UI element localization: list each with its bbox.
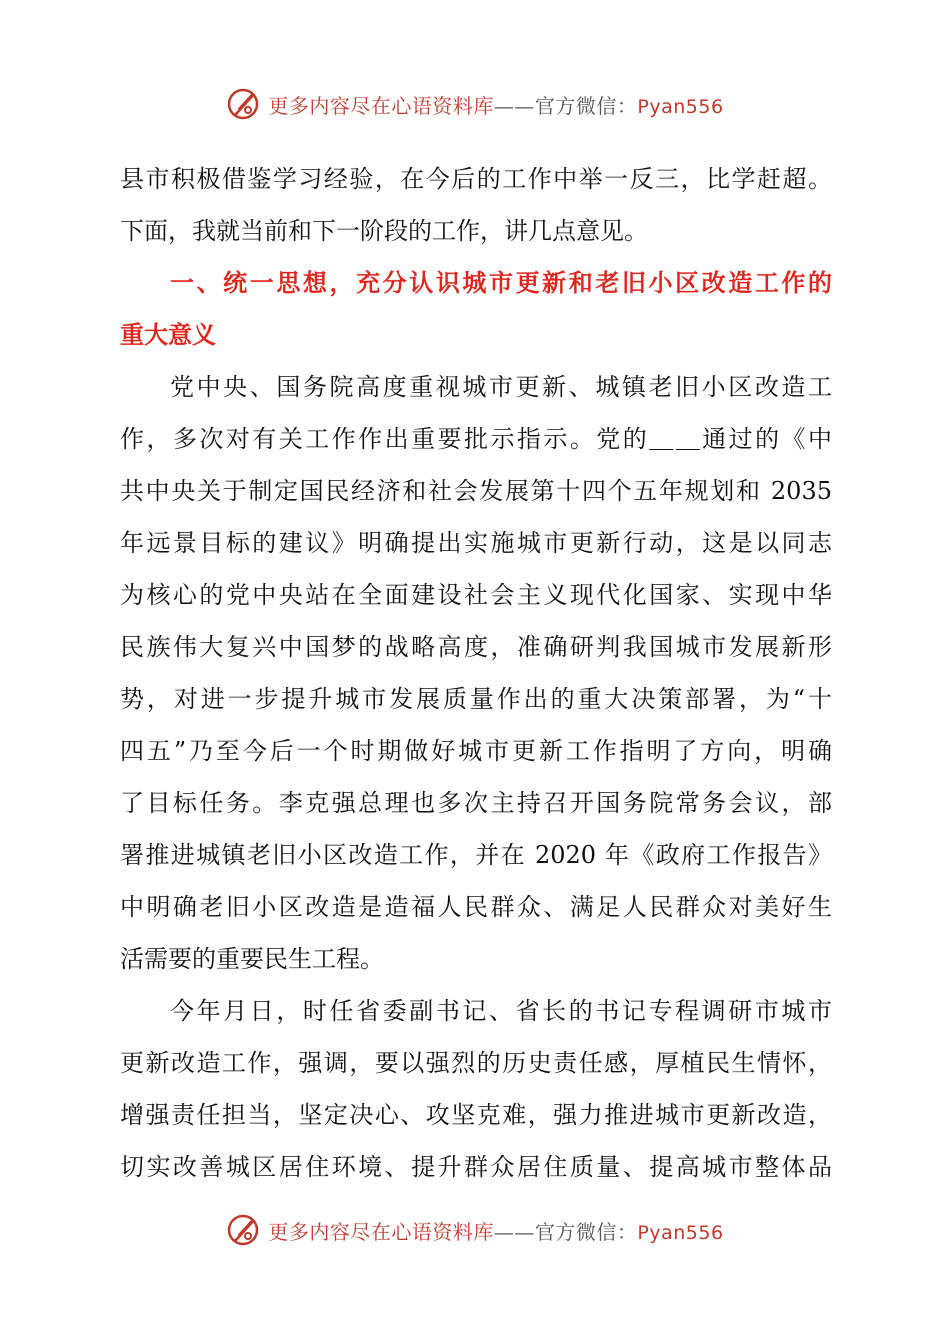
text-line: 民族伟大复兴中国梦的战略高度，准确研判我国城市发展新形 (120, 633, 832, 661)
text-line: 县市积极借鉴学习经验，在今后的工作中举一反三，比学赶超。 (120, 165, 832, 193)
text-line: 四五”乃至今后一个时期做好城市更新工作指明了方向，明确 (120, 737, 832, 765)
watermark-label: 官方微信： (534, 93, 638, 118)
body-paragraph (120, 361, 832, 985)
text-line: 重大意义 (120, 321, 216, 349)
watermark-dash: —— (493, 93, 535, 118)
text-line: 活需要的重要民生工程。 (120, 945, 384, 973)
document-body (120, 153, 832, 1193)
header-watermark (0, 84, 950, 124)
quill-logo-icon (226, 87, 260, 121)
text-line: 今年月日，时任省委副书记、省长的书记专程调研市城市 (170, 997, 832, 1025)
watermark-brand: 更多内容尽在心语资料库 (268, 1219, 494, 1244)
text-line: 更新改造工作，强调，要以强烈的历史责任感，厚植民生情怀， (120, 1049, 832, 1077)
section-heading (120, 257, 832, 361)
text-line: 一、统一思想，充分认识城市更新和老旧小区改造工作的 (170, 269, 832, 297)
text-line: 作，多次对有关工作作出重要批示指示。党的＿＿通过的《中 (120, 425, 832, 453)
text-line: 增强责任担当，坚定决心、攻坚克难，强力推进城市更新改造， (120, 1101, 832, 1129)
watermark-label: 官方微信： (534, 1219, 638, 1244)
footer-watermark (0, 1210, 950, 1250)
text-line: 中明确老旧小区改造是造福人民群众、满足人民群众对美好生 (120, 893, 832, 921)
text-line: 切实改善城区居住环境、提升群众居住质量、提高城市整体品 (120, 1153, 832, 1181)
watermark-wechat-id: Pyan556 (637, 1221, 724, 1244)
body-paragraph (120, 985, 832, 1193)
watermark-wechat-id: Pyan556 (637, 95, 724, 118)
text-line: 党中央、国务院高度重视城市更新、城镇老旧小区改造工 (170, 373, 832, 401)
watermark-dash: —— (493, 1219, 535, 1244)
watermark-brand: 更多内容尽在心语资料库 (268, 93, 494, 118)
text-line: 共中央关于制定国民经济和社会发展第十四个五年规划和 2035 (120, 477, 832, 505)
quill-logo-icon (226, 1213, 260, 1247)
text-line: 势，对进一步提升城市发展质量作出的重大决策部署，为“十 (120, 685, 832, 713)
text-line: 为核心的党中央站在全面建设社会主义现代化国家、实现中华 (120, 581, 832, 609)
text-line: 年远景目标的建议》明确提出实施城市更新行动，这是以同志 (120, 529, 832, 557)
text-line: 了目标任务。李克强总理也多次主持召开国务院常务会议，部 (120, 789, 832, 817)
text-line: 署推进城镇老旧小区改造工作，并在 2020 年《政府工作报告》 (120, 841, 832, 869)
body-paragraph (120, 153, 832, 257)
text-line: 下面，我就当前和下一阶段的工作，讲几点意见。 (120, 217, 648, 245)
